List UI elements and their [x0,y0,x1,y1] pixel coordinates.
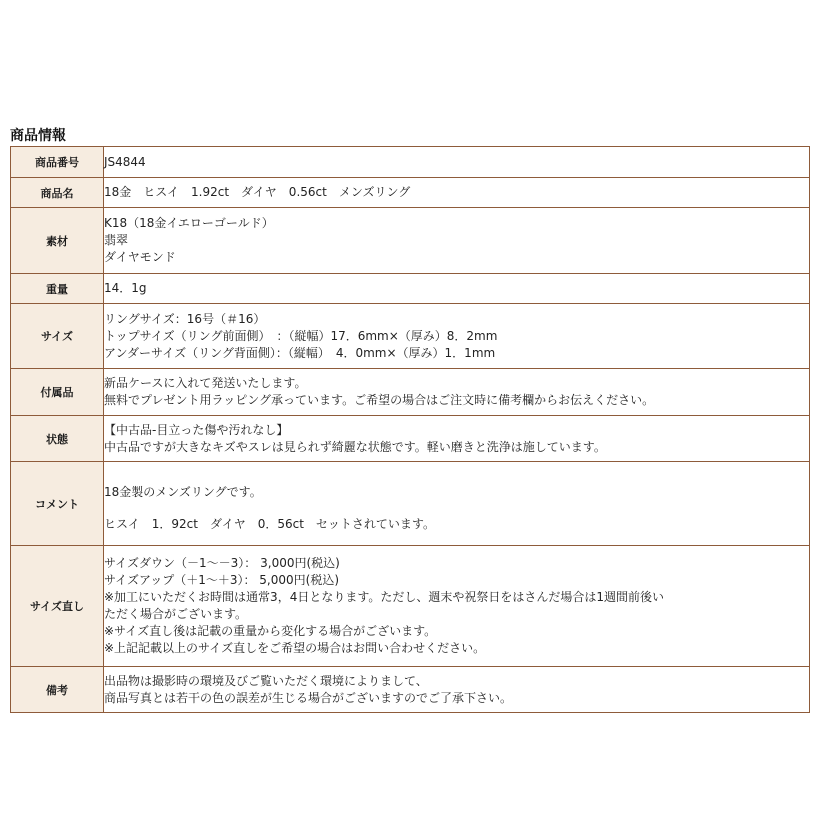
value-product-number [104,147,810,178]
value-accessories [104,369,810,416]
value-line: サイズダウン（－1～－3）： 3,000円(税込) [104,556,340,570]
row-comment [11,462,810,546]
value-material [104,208,810,274]
value-line: 14．1g [104,281,147,295]
value-line: ただく場合がございます。 [104,607,248,621]
value-line: 中古品ですが大きなキズやスレは見られず綺麗な状態です。軽い磨きと洗浄は施しています。 [104,439,606,454]
value-resizing [104,546,810,667]
row-accessories [11,369,810,416]
value-line: 商品写真とは若干の色の誤差が生じる場合がございますのでご了承下さい。 [104,690,513,705]
value-line: 出品物は撮影時の環境及びご覧いただく環境によりまして、 [104,673,428,688]
label-weight: 重量 [11,274,104,304]
row-product-number [11,147,810,178]
label-material: 素材 [11,208,104,274]
value-weight [104,274,810,304]
label-product-name: 商品名 [11,178,104,208]
value-condition [104,416,810,462]
label-product-number: 商品番号 [11,147,104,178]
row-notes [11,667,810,713]
section-title: 商品情報 [10,128,66,144]
value-line: ※上記記載以上のサイズ直しをご希望の場合はお問い合わせください。 [104,641,486,655]
label-notes: 備考 [11,667,104,713]
value-spacer [104,501,809,516]
row-product-name [11,178,810,208]
value-line: ※サイズ直し後は記載の重量から変化する場合がございます。 [104,624,437,638]
value-line: ※加工にいただくお時間は通常3，4日となります。ただし、週末や祝祭日をはさんだ場合は1週間前後い [104,590,665,604]
value-line: リングサイズ：16号（＃16） [104,311,266,326]
row-weight [11,274,810,304]
row-resizing [11,546,810,667]
value-line: 新品ケースに入れて発送いたします。 [104,376,307,390]
row-material [11,208,810,274]
value-spacer [104,474,809,484]
value-line: 翡翠 [104,233,129,247]
label-resizing: サイズ直し [11,546,104,667]
value-line: ヒスイ 1．92ct ダイヤ 0．56ct セットされています。 [104,517,435,531]
value-line: 18金 ヒスイ 1.92ct ダイヤ 0.56ct メンズリング [104,185,411,199]
label-size: サイズ [11,304,104,369]
row-condition [11,416,810,462]
label-condition: 状態 [11,416,104,462]
label-accessories: 付属品 [11,369,104,416]
value-line: アンダーサイズ（リング背面側）：（縦幅） 4．0mm×（厚み）1．1mm [104,345,496,360]
value-product-name [104,178,810,208]
value-line: K18（18金イエローゴールド） [104,216,274,230]
value-line: 無料でプレゼント用ラッピング承っています。ご希望の場合はご注文時に備考欄からお伝えください。 [104,393,655,407]
value-line: 18金製のメンズリングです。 [104,485,262,499]
value-notes [104,667,810,713]
value-line: トップサイズ（リング前面側） ：（縦幅）17．6mm×（厚み）8．2mm [104,328,498,343]
product-info-table [10,146,810,713]
value-size [104,304,810,369]
label-comment: コメント [11,462,104,546]
value-comment [104,462,810,546]
value-line: サイズアップ（＋1～＋3）： 5,000円(税込) [104,573,340,587]
value-line: 【中古品-目立った傷や汚れなし】 [104,422,289,437]
value-line: JS4844 [104,154,146,169]
value-line: ダイヤモンド [104,250,176,264]
row-size [11,304,810,369]
